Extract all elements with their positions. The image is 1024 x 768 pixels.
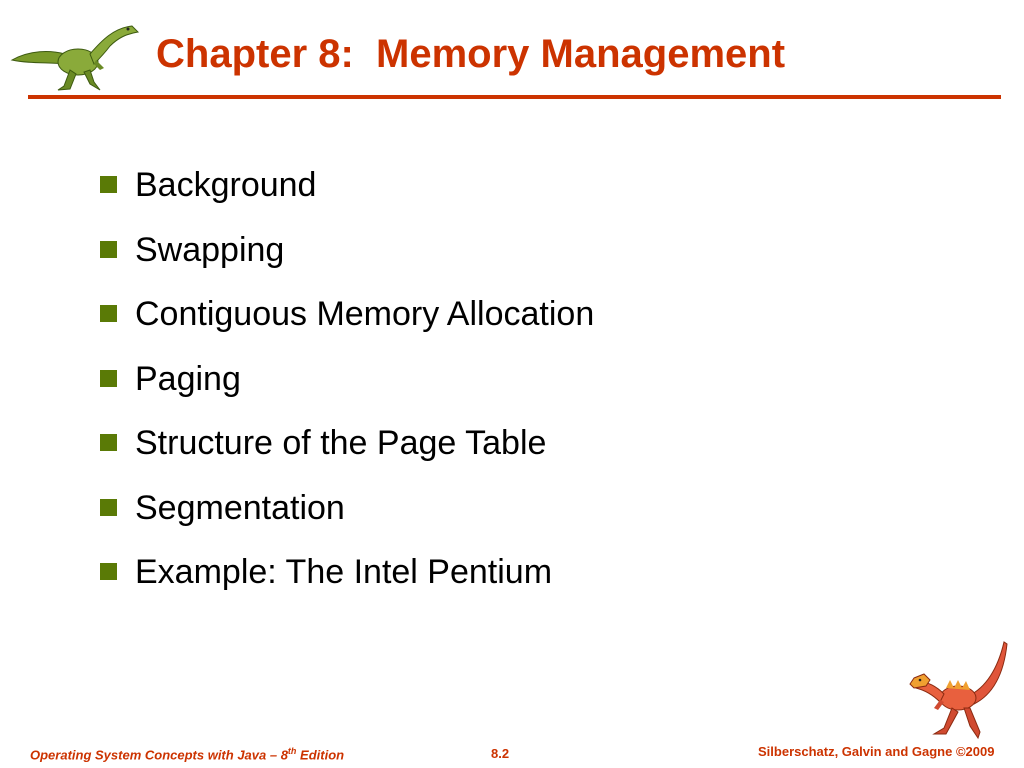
green-dinosaur-icon: [10, 20, 140, 92]
page-number: 8.2: [491, 746, 510, 761]
bullet-label: Background: [135, 166, 317, 204]
square-bullet-icon: [100, 305, 117, 322]
bullet-label: Swapping: [135, 230, 285, 269]
square-bullet-icon: [100, 176, 117, 193]
bullet-label: Contiguous Memory Allocation: [135, 295, 595, 333]
bullet-label: Paging: [135, 359, 241, 398]
footer-book-title: [30, 746, 344, 762]
red-dinosaur-icon: [908, 638, 1008, 742]
bullet-label: Segmentation: [135, 488, 345, 527]
footer-edition-word: Edition: [296, 747, 345, 763]
square-bullet-icon: [100, 499, 117, 516]
square-bullet-icon: [100, 241, 117, 258]
title-divider: [28, 95, 1001, 99]
square-bullet-icon: [100, 370, 117, 387]
footer-book-title-text: Operating System Concepts with Java – 8: [30, 747, 288, 763]
footer-edition-superscript: th: [287, 746, 297, 756]
bullet-label: Structure of the Page Table: [135, 424, 547, 462]
page-title: Chapter 8: Memory Management: [156, 32, 786, 76]
square-bullet-icon: [100, 563, 117, 580]
square-bullet-icon: [100, 434, 117, 451]
bullet-label: Example: The Intel Pentium: [135, 553, 553, 591]
footer-copyright: Silberschatz, Galvin and Gagne ©2009: [758, 744, 995, 759]
